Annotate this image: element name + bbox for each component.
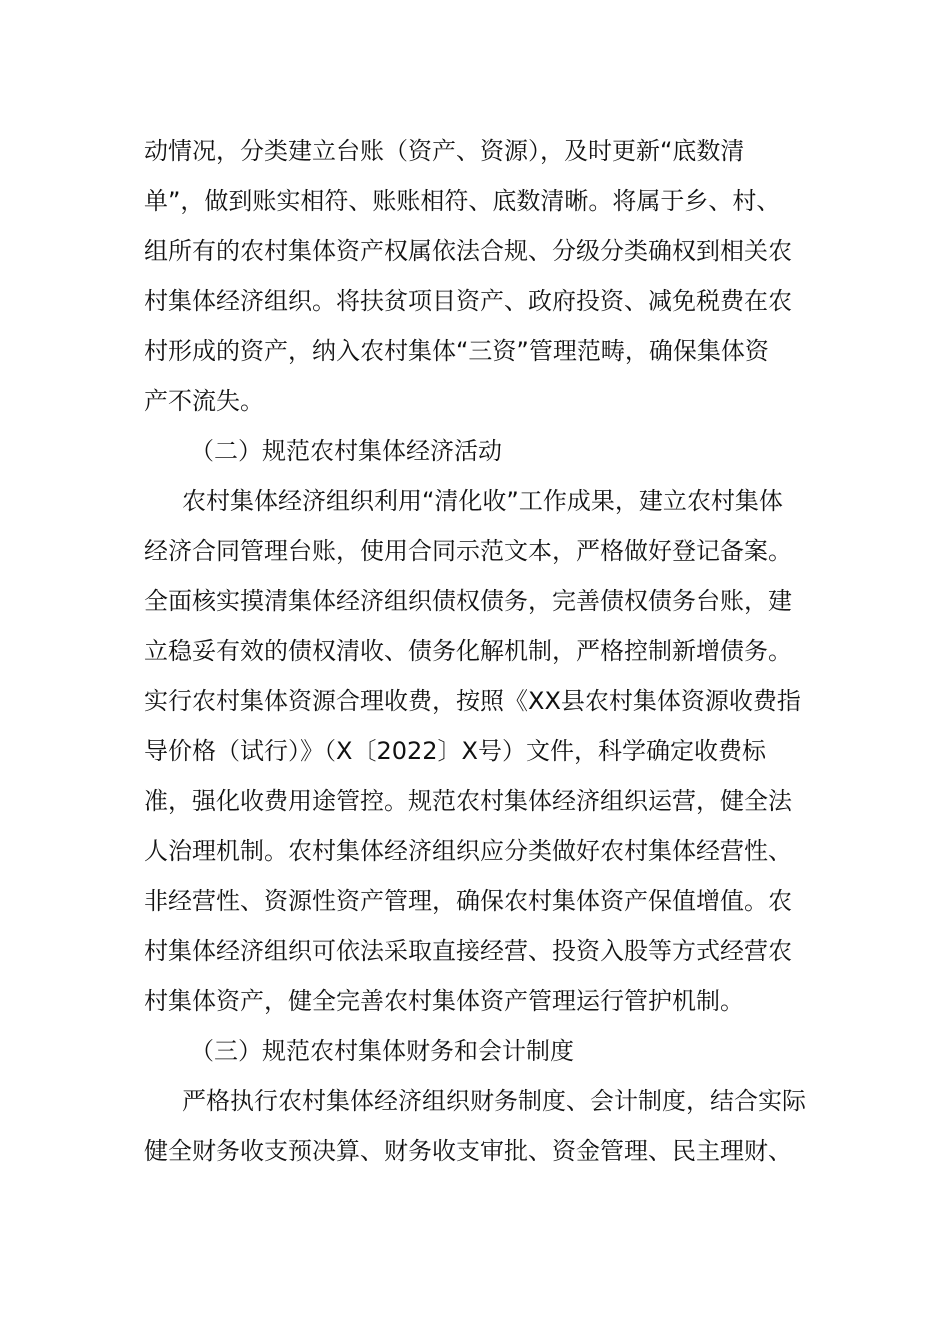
paragraph-line: 村形成的资产，纳入农村集体“三资”管理范畴，确保集体资 bbox=[144, 337, 769, 365]
paragraph-line: 导价格（试行）》（X〔2022〕X号）文件，科学确定收费标 bbox=[144, 737, 766, 765]
paragraph-line: 组所有的农村集体资产权属依法合规、分级分类确权到相关农 bbox=[144, 237, 792, 265]
section-heading: （三）规范农村集体财务和会计制度 bbox=[190, 1037, 574, 1065]
paragraph-line: 单”，做到账实相符、账账相符、底数清晰。将属于乡、村、 bbox=[144, 187, 781, 215]
paragraph-line: 动情况，分类建立台账（资产、资源），及时更新“底数清 bbox=[144, 137, 745, 165]
paragraph-line: 农村集体经济组织利用“清化收”工作成果，建立农村集体 bbox=[182, 487, 783, 515]
section-heading: （二）规范农村集体经济活动 bbox=[190, 437, 502, 465]
paragraph-line: 健全财务收支预决算、财务收支审批、资金管理、民主理财、 bbox=[144, 1137, 792, 1165]
paragraph-line: 产不流失。 bbox=[144, 387, 264, 415]
paragraph-line: 严格执行农村集体经济组织财务制度、会计制度，结合实际 bbox=[182, 1087, 806, 1115]
paragraph-line: 准，强化收费用途管控。规范农村集体经济组织运营，健全法 bbox=[144, 787, 792, 815]
paragraph-line: 人治理机制。农村集体经济组织应分类做好农村集体经营性、 bbox=[144, 837, 792, 865]
paragraph-line: 经济合同管理台账，使用合同示范文本，严格做好登记备案。 bbox=[144, 537, 792, 565]
paragraph-line: 全面核实摸清集体经济组织债权债务，完善债权债务台账，建 bbox=[144, 587, 792, 615]
paragraph-line: 村集体经济组织可依法采取直接经营、投资入股等方式经营农 bbox=[144, 937, 792, 965]
paragraph-line: 实行农村集体资源合理收费，按照《XX县农村集体资源收费指 bbox=[144, 687, 801, 715]
paragraph-line: 村集体资产，健全完善农村集体资产管理运行管护机制。 bbox=[144, 987, 744, 1015]
paragraph-line: 立稳妥有效的债权清收、债务化解机制，严格控制新增债务。 bbox=[144, 637, 792, 665]
paragraph-line: 村集体经济组织。将扶贫项目资产、政府投资、减免税费在农 bbox=[144, 287, 792, 315]
paragraph-line: 非经营性、资源性资产管理，确保农村集体资产保值增值。农 bbox=[144, 887, 792, 915]
